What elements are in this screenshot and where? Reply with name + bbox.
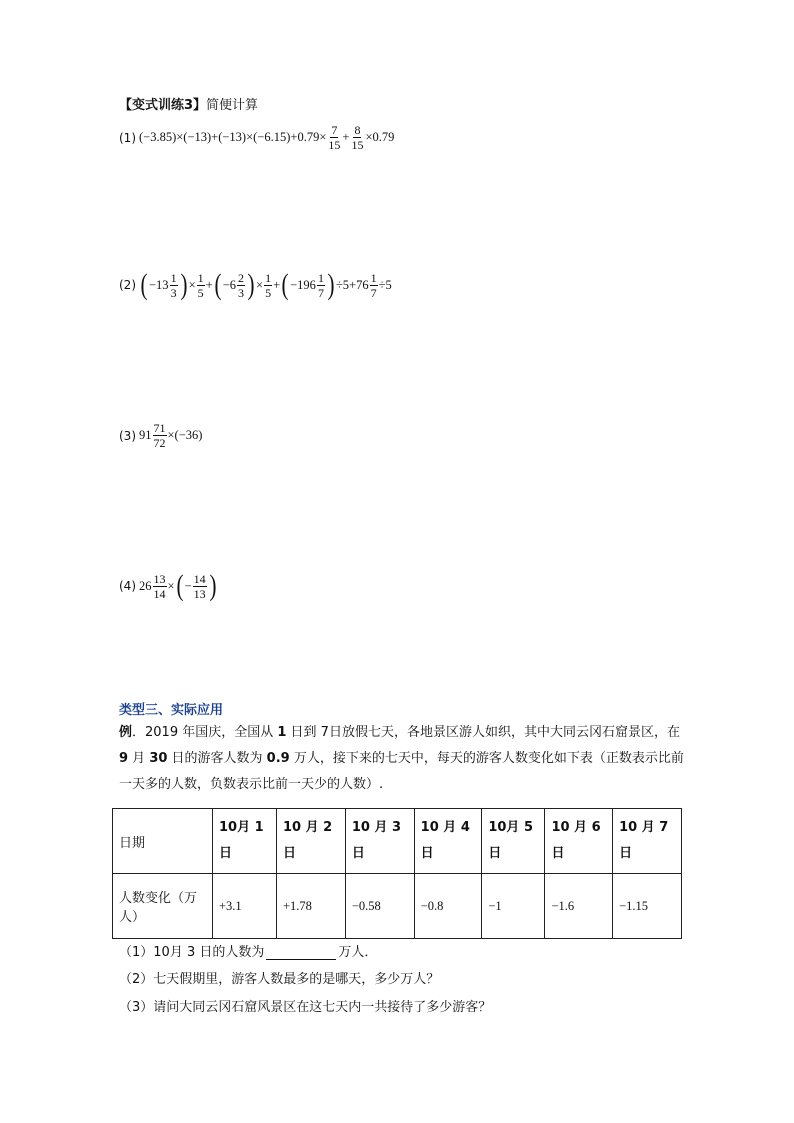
value-cell: +3.1 — [213, 874, 277, 939]
heading-bold: 【变式训练3】 — [119, 98, 207, 113]
problem-1-expression: (−3.85)×(−13)+(−13)×(−6.15)+0.79× $\frac{7}{15}$ + $\frac{8}{15}$ ×0.79 — [139, 123, 395, 152]
value-cell: −1.6 — [545, 874, 613, 939]
table-row-dates — [113, 809, 682, 874]
problem-2 — [119, 270, 392, 300]
question-1: （1）10月 3 日的人数为 万人． — [119, 945, 378, 960]
problem-4-number: (4) — [119, 579, 136, 593]
table-row-changes — [113, 874, 682, 939]
problem-4 — [119, 571, 218, 601]
exercise-heading — [119, 94, 258, 113]
value-cell: +1.78 — [276, 874, 345, 939]
date-cell: 10月 5日 — [482, 809, 545, 874]
problem-1-number: (1) — [119, 130, 136, 145]
row-label-date: 日期 — [113, 809, 213, 874]
value-cell: −0.8 — [414, 874, 482, 939]
question-2: （2）七天假期里，游客人数最多的是哪天，多少万人？ — [119, 972, 440, 987]
problem-2-expression: ( −13 $\frac{1}{3}$ ) × $\frac{1}{5}$ + ( −6 $\frac{2}{3}$ ) × $\frac{1}{5}$ + ( −196 $\frac{1}{7}$ ) ÷5+76 $\frac{1}{7}$ ÷5 — [140, 268, 392, 301]
date-cell: 10 月 4日 — [414, 809, 482, 874]
p1-part-a: (−3.85)×(−13)+(−13)×(−6.15)+0.79× — [139, 130, 327, 144]
p1-fraction-1: $\frac{7}{15}$ — [328, 123, 341, 152]
section-title: 类型三、实际应用 — [119, 703, 224, 718]
value-cell: −0.58 — [345, 874, 414, 939]
problem-4-expression: 26 $\frac{13}{14}$ × ( − $\frac{14}{13}$ ) — [139, 569, 217, 602]
example-paragraph: 例．2019 年国庆，全国从 1 日到 7日放假七天，各地景区游人如织，其中大同云冈石窟景区，在 9 月 30 日的游客人数为 0.9 万人，接下来的七天中，每天的游客人数变化如下表（正数表示比前一天多的人数，负数表示比前一天少的人数）. — [119, 725, 684, 792]
p1-part-b: ×0.79 — [365, 130, 395, 144]
problem-3 — [119, 422, 202, 449]
problem-1 — [119, 124, 394, 151]
visitor-change-table — [112, 808, 682, 939]
date-cell: 10月 1日 — [213, 809, 277, 874]
p1-fraction-2: $\frac{8}{15}$ — [351, 123, 364, 152]
date-cell: 10 月 6日 — [545, 809, 613, 874]
answer-blank[interactable] — [266, 945, 336, 960]
heading-rest: 简便计算 — [206, 98, 259, 113]
date-cell: 10 月 3日 — [345, 809, 414, 874]
problem-3-number: (3) — [119, 428, 136, 443]
question-3: （3）请问大同云冈石窟风景区在这七天内一共接待了多少游客？ — [119, 1000, 492, 1015]
value-cell: −1 — [482, 874, 545, 939]
date-cell: 10 月 2日 — [276, 809, 345, 874]
row-label-change: 人数变化（万人） — [113, 874, 213, 939]
problem-2-number: (2) — [119, 278, 136, 292]
example-lead: 例 — [119, 725, 133, 740]
date-cell: 10 月 7日 — [613, 809, 682, 874]
value-cell: −1.15 — [613, 874, 682, 939]
problem-3-expression: 91 $\frac{71}{72}$ ×(−36) — [139, 421, 203, 450]
